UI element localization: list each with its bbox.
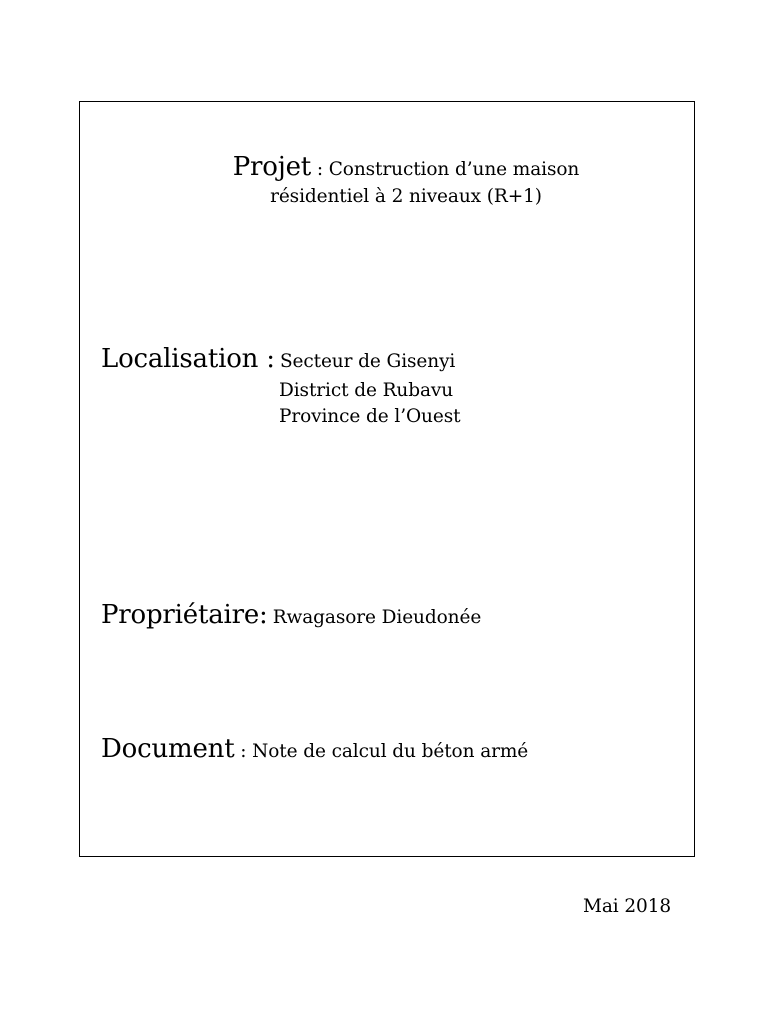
localisation-province: Province de l’Ouest xyxy=(279,406,461,427)
document-section xyxy=(101,734,528,764)
document-date: Mai 2018 xyxy=(583,896,672,917)
document-label: Document xyxy=(101,734,235,764)
localisation-sector: Secteur de Gisenyi xyxy=(279,351,456,372)
owner-name: Rwagasore Dieudonée xyxy=(272,607,482,628)
project-title-line-1: Construction d’une maison xyxy=(328,159,580,180)
owner-section xyxy=(101,600,481,630)
project-label: Projet xyxy=(232,152,312,182)
localisation-label: Localisation : xyxy=(101,344,275,374)
cover-frame xyxy=(79,101,695,857)
project-section xyxy=(80,154,694,210)
project-title-line-2: résidentiel à 2 niveaux (R+1) xyxy=(270,186,542,207)
project-separator: : xyxy=(311,159,329,180)
document-title: Note de calcul du béton armé xyxy=(252,741,529,762)
localisation-section xyxy=(101,344,461,427)
document-separator: : xyxy=(234,741,253,762)
localisation-line-1 xyxy=(101,344,455,374)
localisation-district: District de Rubavu xyxy=(279,380,454,401)
project-line-1 xyxy=(80,154,694,183)
owner-label: Propriétaire: xyxy=(101,600,268,630)
